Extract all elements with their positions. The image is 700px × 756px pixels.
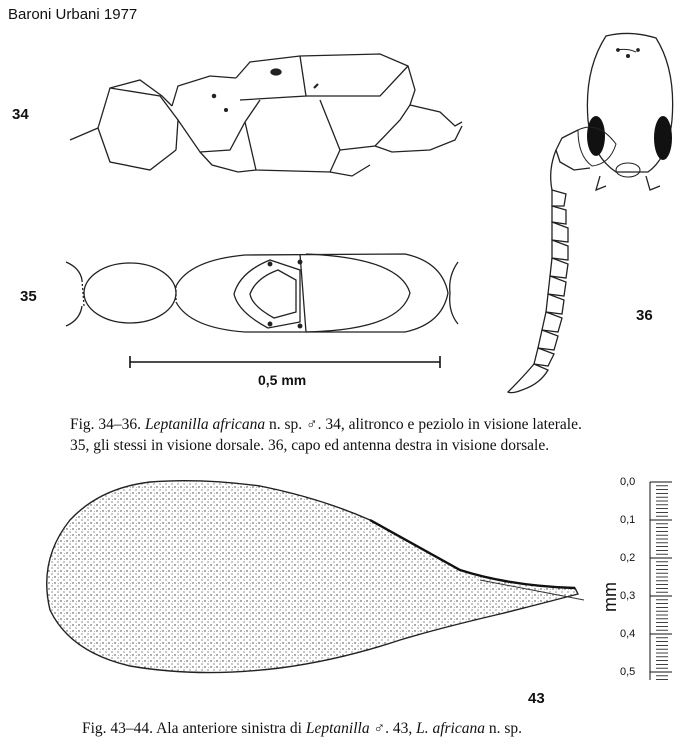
caption1-line2: 35, gli stessi in visione dorsale. 36, capo ed antenna destra in visione dorsale. — [70, 437, 550, 454]
ruler-minor-ticks — [656, 482, 668, 680]
fig36-head-antenna-drawing — [508, 33, 673, 392]
caption1-prefix: Fig. 34–36. — [70, 416, 145, 433]
fig35-alitrunk-dorsal-drawing — [66, 254, 458, 332]
scale-bar-label: 0,5 mm — [258, 372, 307, 388]
caption1-line1-rest: n. sp. ♂. 34, alitronco e peziolo in visione laterale. — [265, 416, 582, 433]
ruler-tick-0: 0,0 — [620, 476, 636, 488]
caption2-suffix: n. sp. — [485, 720, 523, 737]
caption-figures-34-36 — [70, 414, 680, 456]
ruler-tick-3: 0,3 — [620, 590, 636, 602]
caption2-species: L. africana — [416, 720, 485, 737]
figure-35-label: 35 — [20, 288, 37, 305]
figure-34-label: 34 — [12, 106, 29, 123]
scale-bar-line — [130, 356, 440, 368]
ruler-tick-2: 0,2 — [620, 552, 636, 564]
caption2-prefix: Fig. 43–44. Ala anteriore sinistra di — [82, 720, 306, 737]
ruler-tick-4: 0,4 — [620, 628, 636, 640]
caption2-mid: ♂. 43, — [369, 720, 417, 737]
figure-36-label: 36 — [636, 307, 653, 324]
figure-43-label: 43 — [528, 690, 545, 707]
caption-figures-43-44 — [82, 718, 682, 739]
ruler-unit-label: mm — [600, 582, 620, 612]
fig43-wing-drawing — [47, 481, 584, 673]
citation-header: Baroni Urbani 1977 — [8, 6, 138, 23]
caption2-genus: Leptanilla — [305, 720, 370, 737]
caption1-species: Leptanilla africana — [144, 416, 266, 433]
fig34-alitrunk-lateral-drawing — [70, 54, 462, 176]
ruler-tick-5: 0,5 — [620, 666, 636, 678]
ruler-tick-1: 0,1 — [620, 514, 636, 526]
